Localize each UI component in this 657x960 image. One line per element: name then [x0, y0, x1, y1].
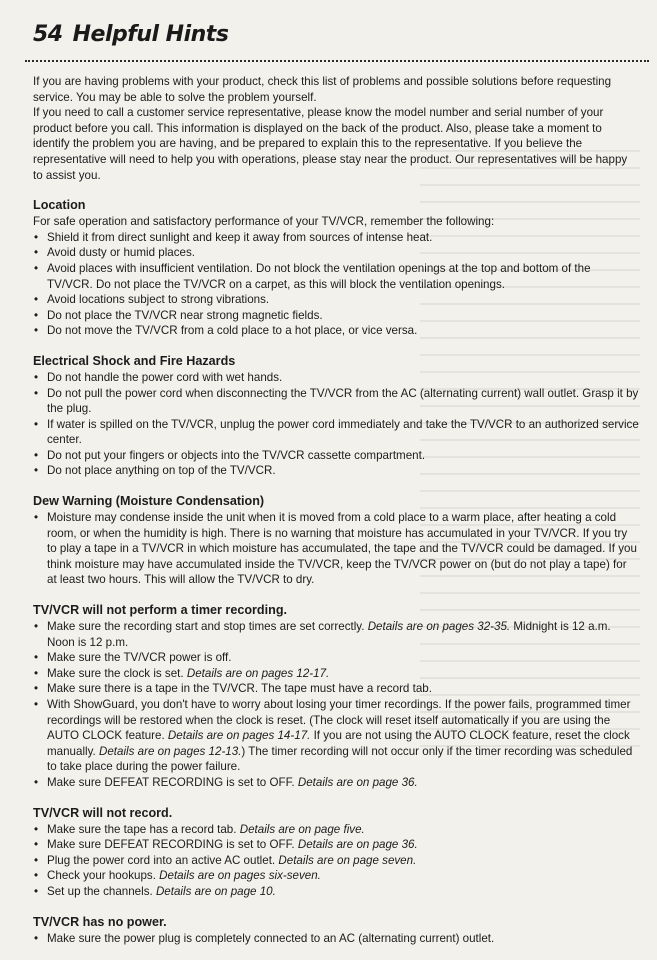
nopower-heading: TV/VCR has no power. — [33, 914, 167, 929]
nopower-list — [33, 931, 639, 947]
item-text: Make sure the recording start and stop times are set correctly. — [47, 620, 368, 634]
dew-heading: Dew Warning (Moisture Condensation) — [33, 494, 265, 509]
electrical-list — [33, 370, 639, 479]
page-reference: Details are on page five. — [239, 822, 365, 836]
list-item: • Do not handle the power cord with wet hands. — [33, 370, 639, 386]
item-text: If you are not using the AUTO CLOCK feature, reset the clock manually. — [47, 729, 630, 758]
page-reference: Details are on page 10. — [155, 884, 276, 898]
intro-paragraph-1: If you are having problems with your product, check this list of problems and possible solutions before requesting service. You may be able to solve the problem yourself. — [33, 75, 612, 104]
list-item: • Do not place anything on top of the TV/VCR. — [33, 463, 639, 479]
list-item — [33, 853, 639, 869]
list-item — [33, 884, 639, 900]
item-text: Make sure there is a tape in the TV/VCR. The tape must have a record tab. — [47, 682, 432, 696]
timer-list — [33, 619, 639, 791]
list-item — [33, 822, 639, 838]
intro-section — [33, 74, 639, 183]
list-item — [33, 868, 639, 884]
item-text: With ShowGuard, you don't have to worry about losing your timer recordings. If the power fails, programmed timer recordings will be restored when the clock is reset. (The clock will reset itself automatically if you are using the AUTO CLOCK feature. — [47, 698, 631, 743]
list-item — [33, 650, 639, 666]
list-item: • Moisture may condense inside the unit when it is moved from a cold place to a warm place, after heating a cold room, or when the humidity is high. There is no warning that moisture has accumulated in your TV/VCR. If you try to play a tape in a TV/VCR in which moisture has accumulated, the tape and the TV/VCR could be damaged. If you think moisture may have accumulated inside the TV/VCR, keep the TV/VCR power on (but do not play a tape) for at least two hours. This will allow the TV/VCR to dry. — [33, 510, 639, 588]
item-text: Make sure the tape has a record tab. — [47, 822, 240, 836]
page-reference: Details are on page 36. — [297, 838, 418, 852]
list-item: • Do not pull the power cord when disconnecting the TV/VCR from the AC (alternating current) wall outlet. Grasp it by the plug. — [33, 386, 639, 417]
location-list — [33, 230, 639, 339]
list-item: • Avoid dusty or humid places. — [33, 245, 639, 261]
list-item — [33, 697, 639, 775]
item-text: Make sure the clock is set. — [47, 666, 187, 680]
location-intro: For safe operation and satisfactory performance of your TV/VCR, remember the following: — [33, 215, 495, 229]
list-item: • Do not move the TV/VCR from a cold place to a hot place, or vice versa. — [33, 323, 639, 339]
item-text: Make sure DEFEAT RECORDING is set to OFF. — [47, 838, 298, 852]
location-section — [33, 197, 639, 339]
page-number: 54 — [33, 22, 63, 47]
page-reference: Details are on page 36. — [297, 775, 418, 789]
list-item: • If water is spilled on the TV/VCR, unplug the power cord immediately and take the TV/VCR to an authorized service center. — [33, 417, 639, 448]
page-reference: Details are on pages 32-35. — [367, 620, 511, 634]
item-text: Make sure DEFEAT RECORDING is set to OFF. — [47, 775, 298, 789]
nopower-section — [33, 914, 639, 947]
location-heading: Location — [33, 198, 86, 213]
item-text: Plug the power cord into an active AC outlet. — [47, 853, 279, 867]
electrical-section — [33, 353, 639, 479]
list-item: • Make sure the power plug is completely connected to an AC (alternating current) outlet. — [33, 931, 639, 947]
norecord-list — [33, 822, 639, 900]
list-item: • Avoid places with insufficient ventilation. Do not block the ventilation openings at the top and bottom of the TV/VCR. Do not place the TV/VCR on a carpet, as this will block the ventilation openings. — [33, 261, 639, 292]
timer-heading: TV/VCR will not perform a timer recording. — [33, 603, 288, 618]
list-item — [33, 775, 639, 791]
list-item — [33, 837, 639, 853]
page-reference: Details are on page seven. — [278, 853, 417, 867]
item-text: ) The timer recording will not occur only if the timer recording was scheduled to take place during the power failure. — [47, 744, 633, 774]
item-text: Set up the channels. — [47, 884, 156, 898]
list-item: • Shield it from direct sunlight and keep it away from sources of intense heat. — [33, 230, 639, 246]
intro-paragraph-2: If you need to call a customer service representative, please know the model number and serial number of your product before you call. This information is displayed on the back of the product. Also, please take a moment to identify the problem you are having, and be prepared to explain this to the representative. If you believe the representative will need to help you with operations, please stay near the product. Our representatives will be happy to assist you. — [33, 106, 628, 182]
item-text: Check your hookups. — [47, 869, 160, 883]
page-title: Helpful Hints — [72, 22, 229, 47]
list-item: • Do not put your fingers or objects into the TV/VCR cassette compartment. — [33, 448, 639, 464]
page-header — [33, 22, 639, 56]
list-item — [33, 619, 639, 650]
manual-page — [33, 22, 639, 946]
electrical-heading: Electrical Shock and Fire Hazards — [33, 353, 236, 368]
list-item: • Avoid locations subject to strong vibrations. — [33, 292, 639, 308]
item-text: Make sure the TV/VCR power is off. — [47, 651, 232, 665]
item-text: Midnight is 12 a.m. Noon is 12 p.m. — [47, 620, 611, 649]
dew-list — [33, 510, 639, 588]
list-item — [33, 681, 639, 697]
dotted-divider — [25, 60, 649, 62]
list-item — [33, 666, 639, 682]
norecord-heading: TV/VCR will not record. — [33, 805, 173, 820]
dew-section — [33, 493, 639, 588]
list-item: • Do not place the TV/VCR near strong magnetic fields. — [33, 308, 639, 324]
page-reference: Details are on pages 14-17. — [167, 729, 311, 743]
norecord-section — [33, 805, 639, 900]
page-reference: Details are on pages 12-17. — [186, 666, 330, 680]
page-reference: Details are on pages 12-13. — [98, 744, 242, 758]
page-reference: Details are on pages six-seven. — [159, 869, 321, 883]
timer-section — [33, 602, 639, 791]
